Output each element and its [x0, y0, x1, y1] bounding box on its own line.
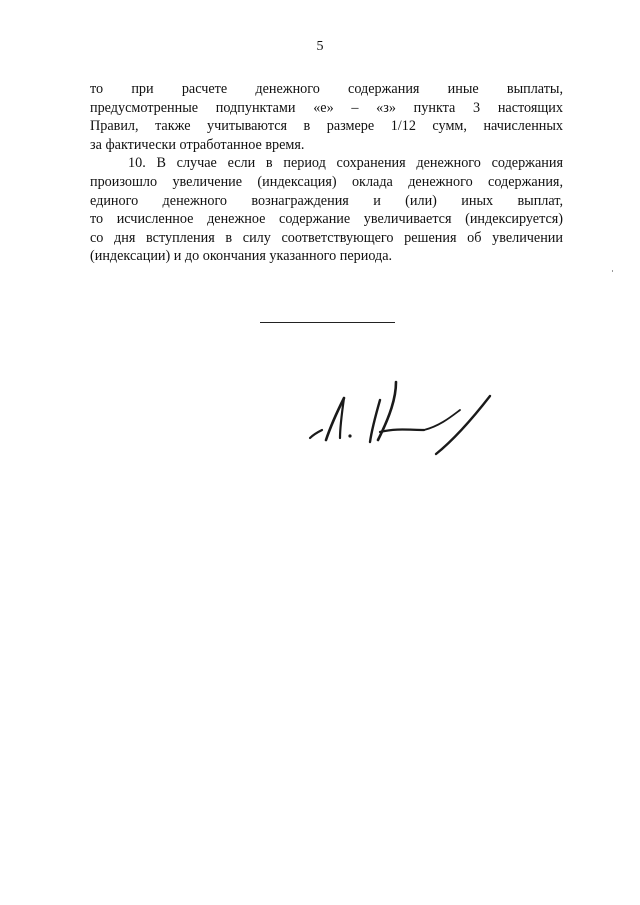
text-line: то при расчете денежного содержания иные выплаты, [90, 81, 563, 97]
text-line: единого денежного вознаграждения и (или) иных выплат, [90, 192, 563, 209]
page-number: 5 [316, 39, 324, 54]
text-line: 10. В случае если в период сохранения денежного содержания [128, 155, 563, 172]
margin-mark [612, 270, 613, 272]
text-line: то исчисленное денежное содержание увеличивается (индексируется) [90, 211, 563, 228]
text-line: (индексации) и до окончания указанного периода. [90, 248, 393, 265]
paragraph-10 [90, 154, 563, 266]
document-body [90, 80, 563, 266]
handwritten-signature [300, 370, 500, 460]
separator-line [260, 322, 395, 323]
text-line: предусмотренные подпунктами «е» – «з» пункта 3 настоящих [90, 99, 563, 116]
text-line: со дня вступления в силу соответствующего решения об увеличении [90, 229, 563, 246]
text-line: Правил, также учитываются в размере 1/12 сумм, начисленных [90, 118, 563, 135]
paragraph-continuation [90, 80, 563, 154]
text-line: за фактически отработанное время. [90, 136, 305, 153]
text-line: произошло увеличение (индексация) оклада денежного содержания, [90, 173, 563, 190]
